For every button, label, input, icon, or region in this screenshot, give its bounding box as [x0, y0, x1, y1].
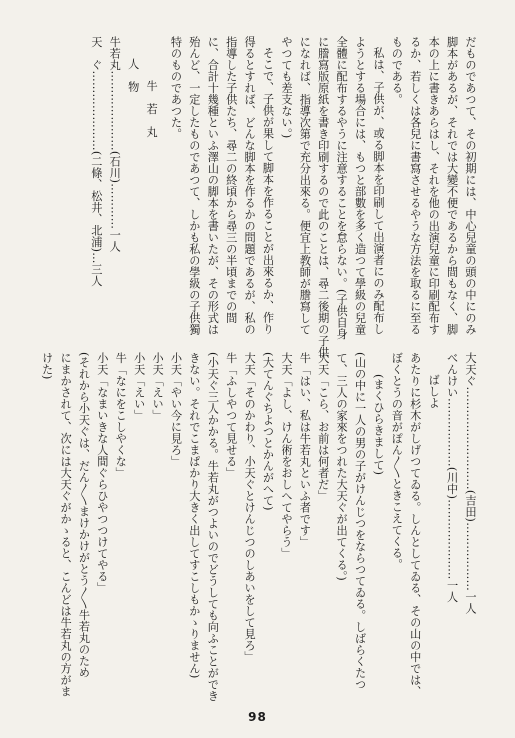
text-line: あたりに杉木がしげつてゐる。しんとしてゐる、その山の中では、 [408, 352, 422, 697]
text-line: そこで、子供が果して脚本を作ることが出來るか、作り [261, 47, 275, 335]
text-line: に謄寫版原紙を書き印刷するので此のことは、尋二後期の子供 [316, 36, 330, 358]
body-text-lower [37, 352, 479, 702]
stage-direction: (まくひらきまして) [371, 374, 385, 476]
text-line: 私は、子供が、或る脚本を印刷して出演者にのみ配布し [371, 47, 385, 335]
play-title: 牛 若 丸 [145, 80, 159, 138]
cast-entry: 大天ぐ………………………(吉田)………………一人 [464, 352, 477, 615]
stage-direction: て、三人の家來をつれた大天ぐが出てくる。) [335, 352, 349, 582]
dialogue-line: 小天「えい」 [151, 352, 165, 421]
text-line: だものであつて、その初期には、中心兒童の頭の中にのみ [464, 36, 477, 335]
stage-direction: (山の中に一人の男の子がけんじつをならつてゐる。しばらくたつ [353, 352, 367, 691]
cast-entry: 牛若丸…………………(石川)…………一人 [108, 36, 122, 253]
text-line: に、合計十幾種といふ澤山の脚本を書いたが、その形式は [206, 36, 220, 335]
dialogue-line: 大天「そのかわり、小天ぐとけんじつのしあいをして見ろ」 [243, 352, 257, 663]
text-line: 脚本があるが、それでは大變不便であるから間もなく、脚 [445, 36, 459, 335]
dialogue-line: 大天「よし、けん術をおしへてやらう」 [279, 352, 293, 559]
stage-direction: (小天ぐ三人かかる。牛若丸がつよいのでどうしても向ふことができ [206, 352, 220, 702]
dialogue-line: 小天「やい今に見ろ」 [169, 352, 183, 467]
body-text-upper [86, 36, 479, 358]
text-line: 得るとすれば、どんな脚本を作るかの問題であるが、私の [243, 36, 257, 335]
setting-heading: ばしよ [427, 374, 441, 409]
text-line: 全體に配布するやうに注意することを怠らない。(子供自身 [335, 36, 349, 340]
dialogue-line: 牛「なにをこしやくな」 [114, 352, 128, 479]
dialogue-line: 大天「こら、お前は何者だ」 [316, 352, 330, 502]
stage-direction: (大てんぐちよつとかんがへて) [261, 352, 275, 511]
text-line: ようとする場合には、もつと部數を多く造つて學級の兒童 [353, 36, 367, 335]
cast-entry: べんけい………………(川中)…………………一人 [445, 352, 459, 603]
text-line: になれば、指導次第で充分出來る。便宜上教師が謄寫して [298, 36, 312, 335]
dialogue-line: 小天「えい」 [132, 352, 146, 421]
stage-direction: にまかされて、次には大天ぐがかゝると、こんどは牛若丸の方がま [59, 352, 73, 697]
stage-direction: けた) [40, 352, 54, 380]
text-line: 殆んど、一定したものであつて、しかも私の學級の子供獨 [187, 36, 201, 335]
stage-direction: (それから小天ぐは、だん〳〵まけかけがとう〳〵牛若丸のため [77, 352, 91, 679]
cast-heading: 人 物 [126, 58, 140, 93]
text-line: ぼくとうの音がぽん〳〵ときこえてくる。 [390, 352, 404, 571]
stage-direction: きない。それでこまぱかり大きく出してすこしもかゝりません) [187, 352, 201, 679]
cast-entry: 天 ぐ…………………(二條、松井、北浦)…三人 [89, 36, 103, 287]
dialogue-line: 牛「ふしやつて見せる」 [224, 352, 238, 479]
text-line: るか、若しくは各兒に書寫させるやうな方法を取るに至る [408, 36, 422, 335]
text-line: ものである。 [390, 36, 404, 105]
text-line: やつても差支ない。) [279, 36, 293, 139]
dialogue-line: 牛「はい、私は牛若丸といふ者です」 [298, 352, 312, 548]
text-line: 特のものであつた。 [169, 36, 183, 140]
page-number: 98 [248, 710, 267, 724]
dialogue-line: 小天「なまいきな人間ぐらひやつつけてやる」 [95, 352, 109, 594]
text-line: 本の上に書きあらはし、それを他の出演兒童に印刷配布す [427, 36, 441, 335]
text-line: 指導した子供たち、尋二の終頃から尋三の半頃までの間 [224, 36, 238, 324]
